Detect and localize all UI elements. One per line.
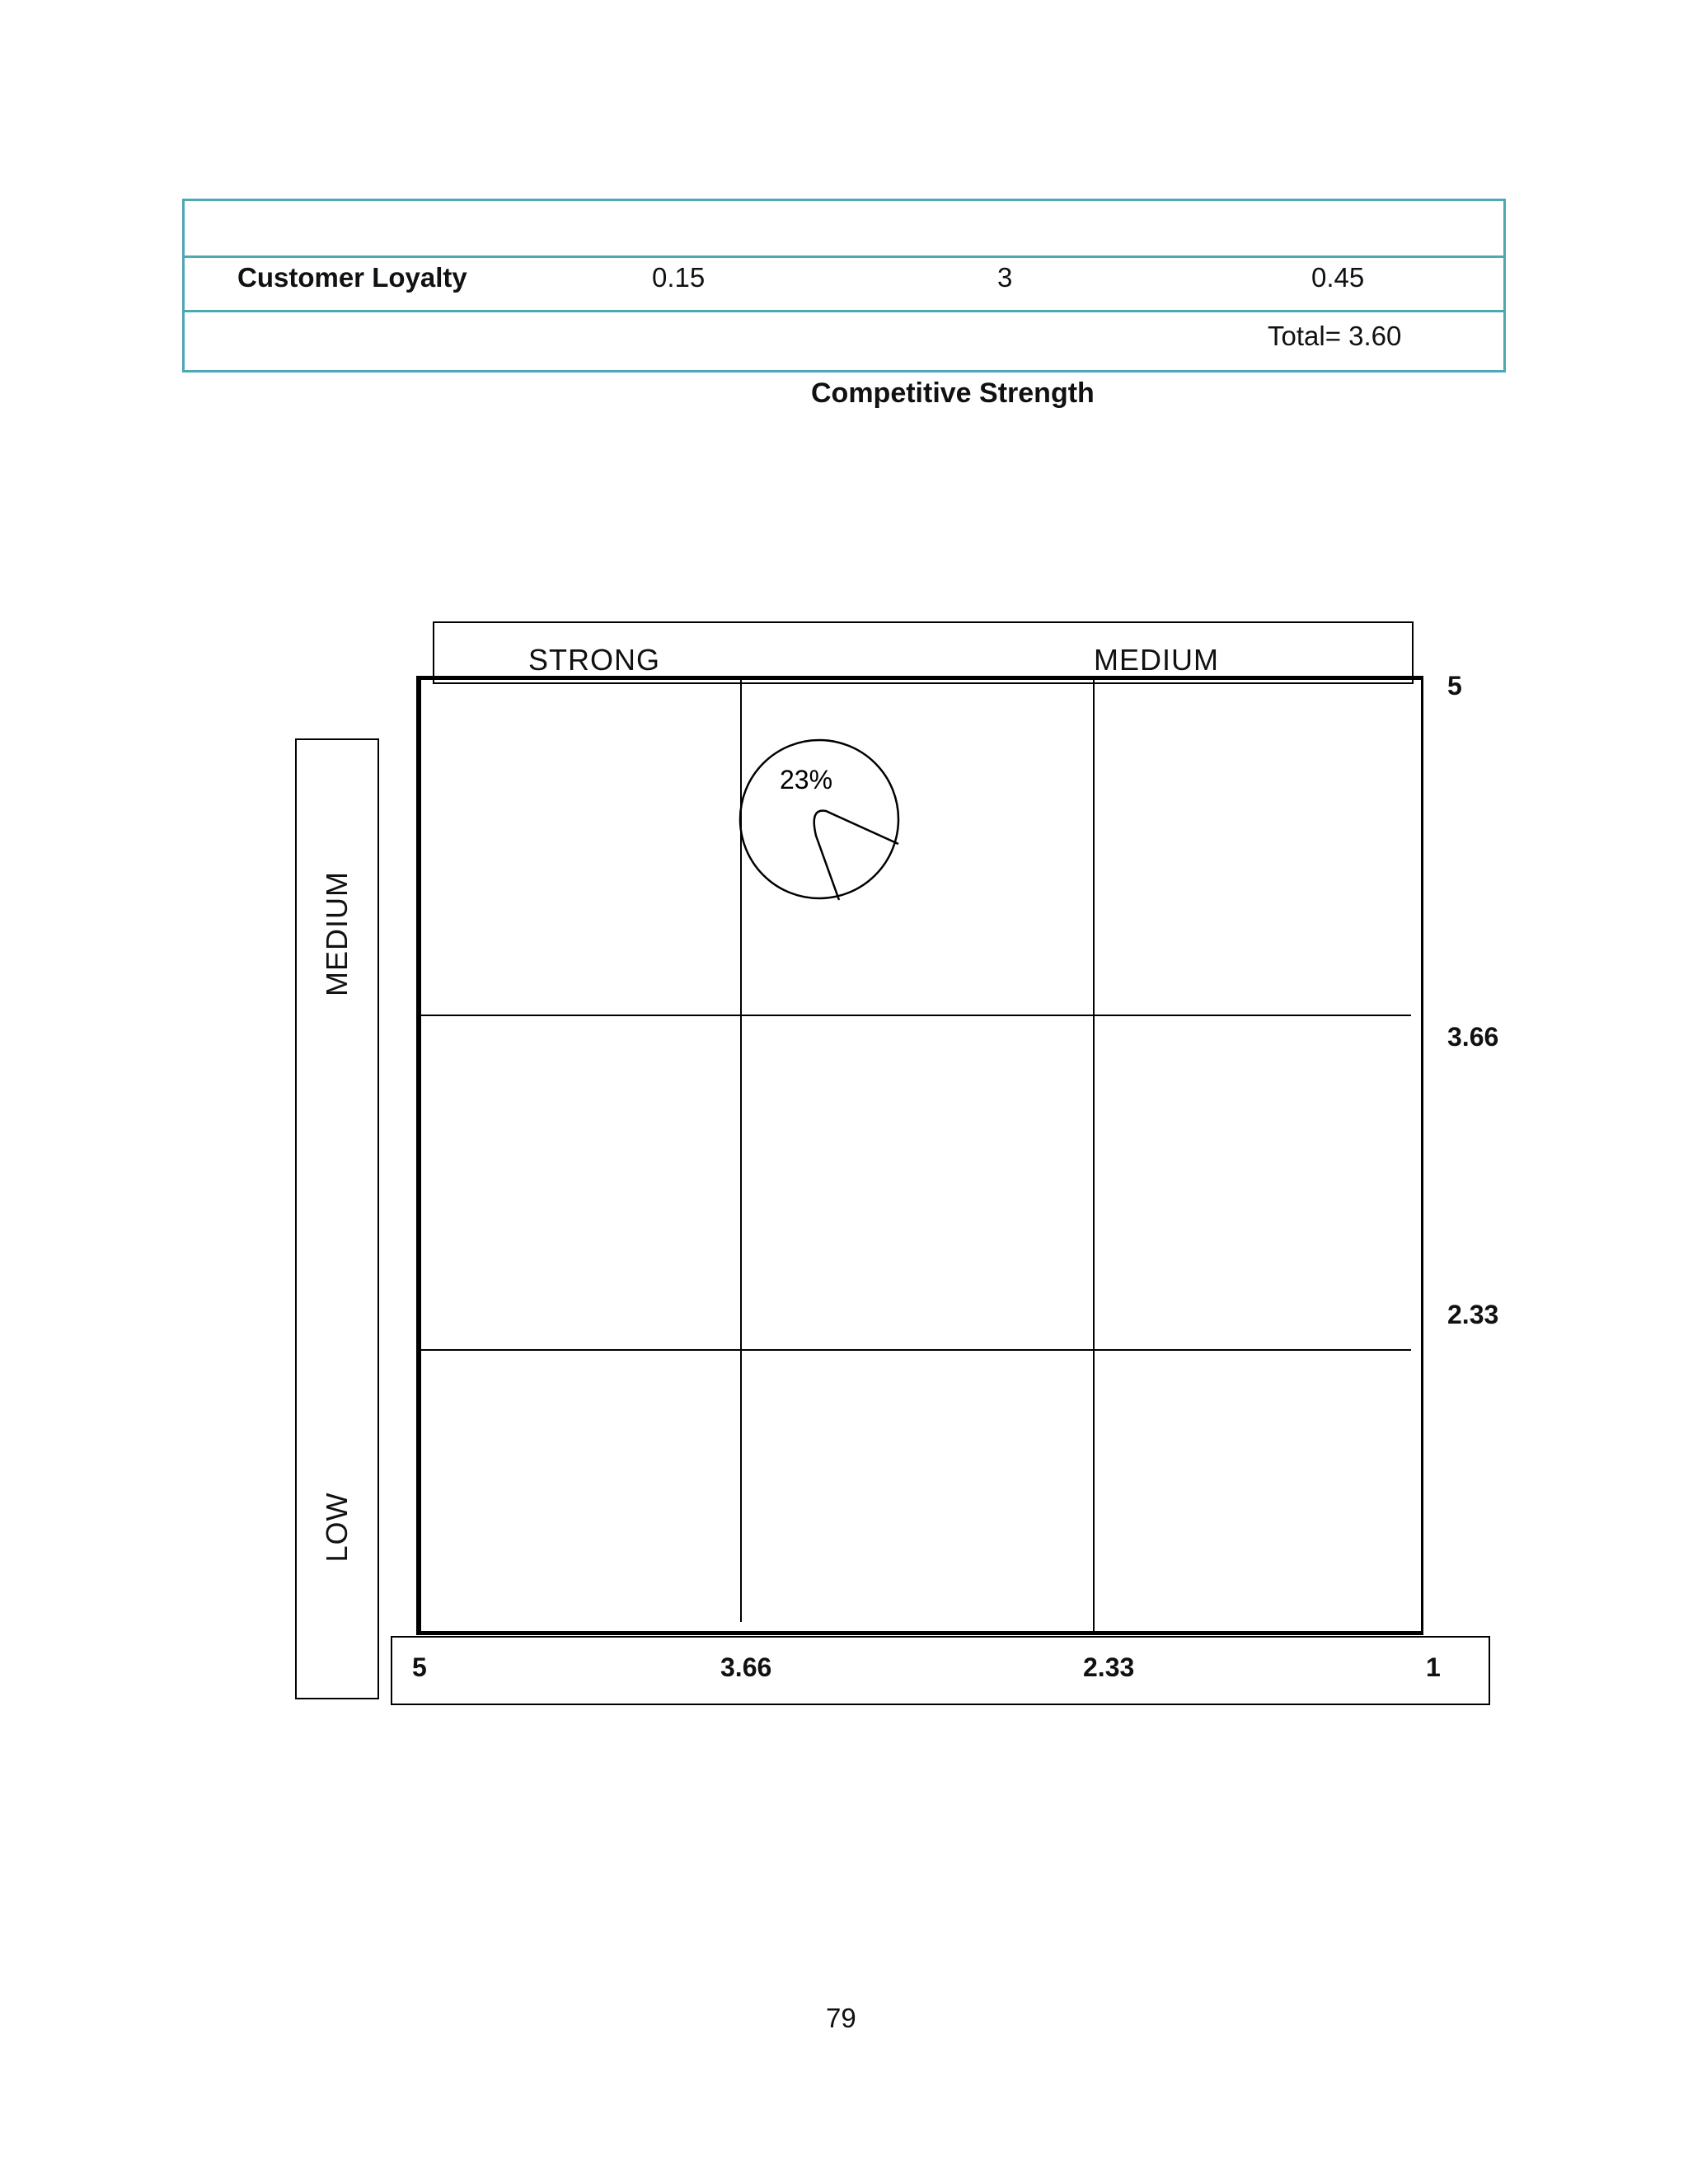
y-tick-5: 5 <box>1447 671 1462 701</box>
bubble-slice-boundary <box>814 811 898 900</box>
weighted-score-value: 0.45 <box>1311 262 1365 293</box>
x-tick-2-33: 2.33 <box>1083 1652 1135 1682</box>
x-tick-5: 5 <box>412 1652 427 1682</box>
grid-hline-1 <box>421 1015 1411 1016</box>
left-label-low: LOW <box>320 1492 354 1563</box>
bubble-label: 23% <box>780 765 833 794</box>
y-tick-3-66: 3.66 <box>1447 1022 1499 1052</box>
bubble-circle <box>740 740 898 898</box>
weight-value: 0.15 <box>652 262 706 293</box>
x-tick-3-66: 3.66 <box>720 1652 772 1682</box>
top-label-medium: MEDIUM <box>1094 643 1219 677</box>
grid-hline-2 <box>421 1349 1411 1351</box>
top-label-strong: STRONG <box>528 643 661 677</box>
left-label-medium: MEDIUM <box>320 871 354 996</box>
y-tick-2-33: 2.33 <box>1447 1300 1499 1329</box>
score-table <box>182 199 1506 375</box>
bottom-tick-box <box>391 1636 1490 1705</box>
row-label-customer-loyalty: Customer Loyalty <box>237 262 467 293</box>
left-label-box <box>295 738 379 1699</box>
grid-vline-2 <box>1093 680 1095 1631</box>
top-label-box <box>433 621 1414 684</box>
matrix-frame <box>416 676 1423 1635</box>
table-row-empty <box>182 199 1506 258</box>
caption-competitive-strength: Competitive Strength <box>811 377 1095 409</box>
market-share-bubble <box>738 733 903 907</box>
page-number: 79 <box>826 2003 856 2033</box>
rating-value: 3 <box>997 262 1013 293</box>
total-value: Total= 3.60 <box>1268 321 1402 351</box>
x-tick-1: 1 <box>1426 1652 1441 1682</box>
